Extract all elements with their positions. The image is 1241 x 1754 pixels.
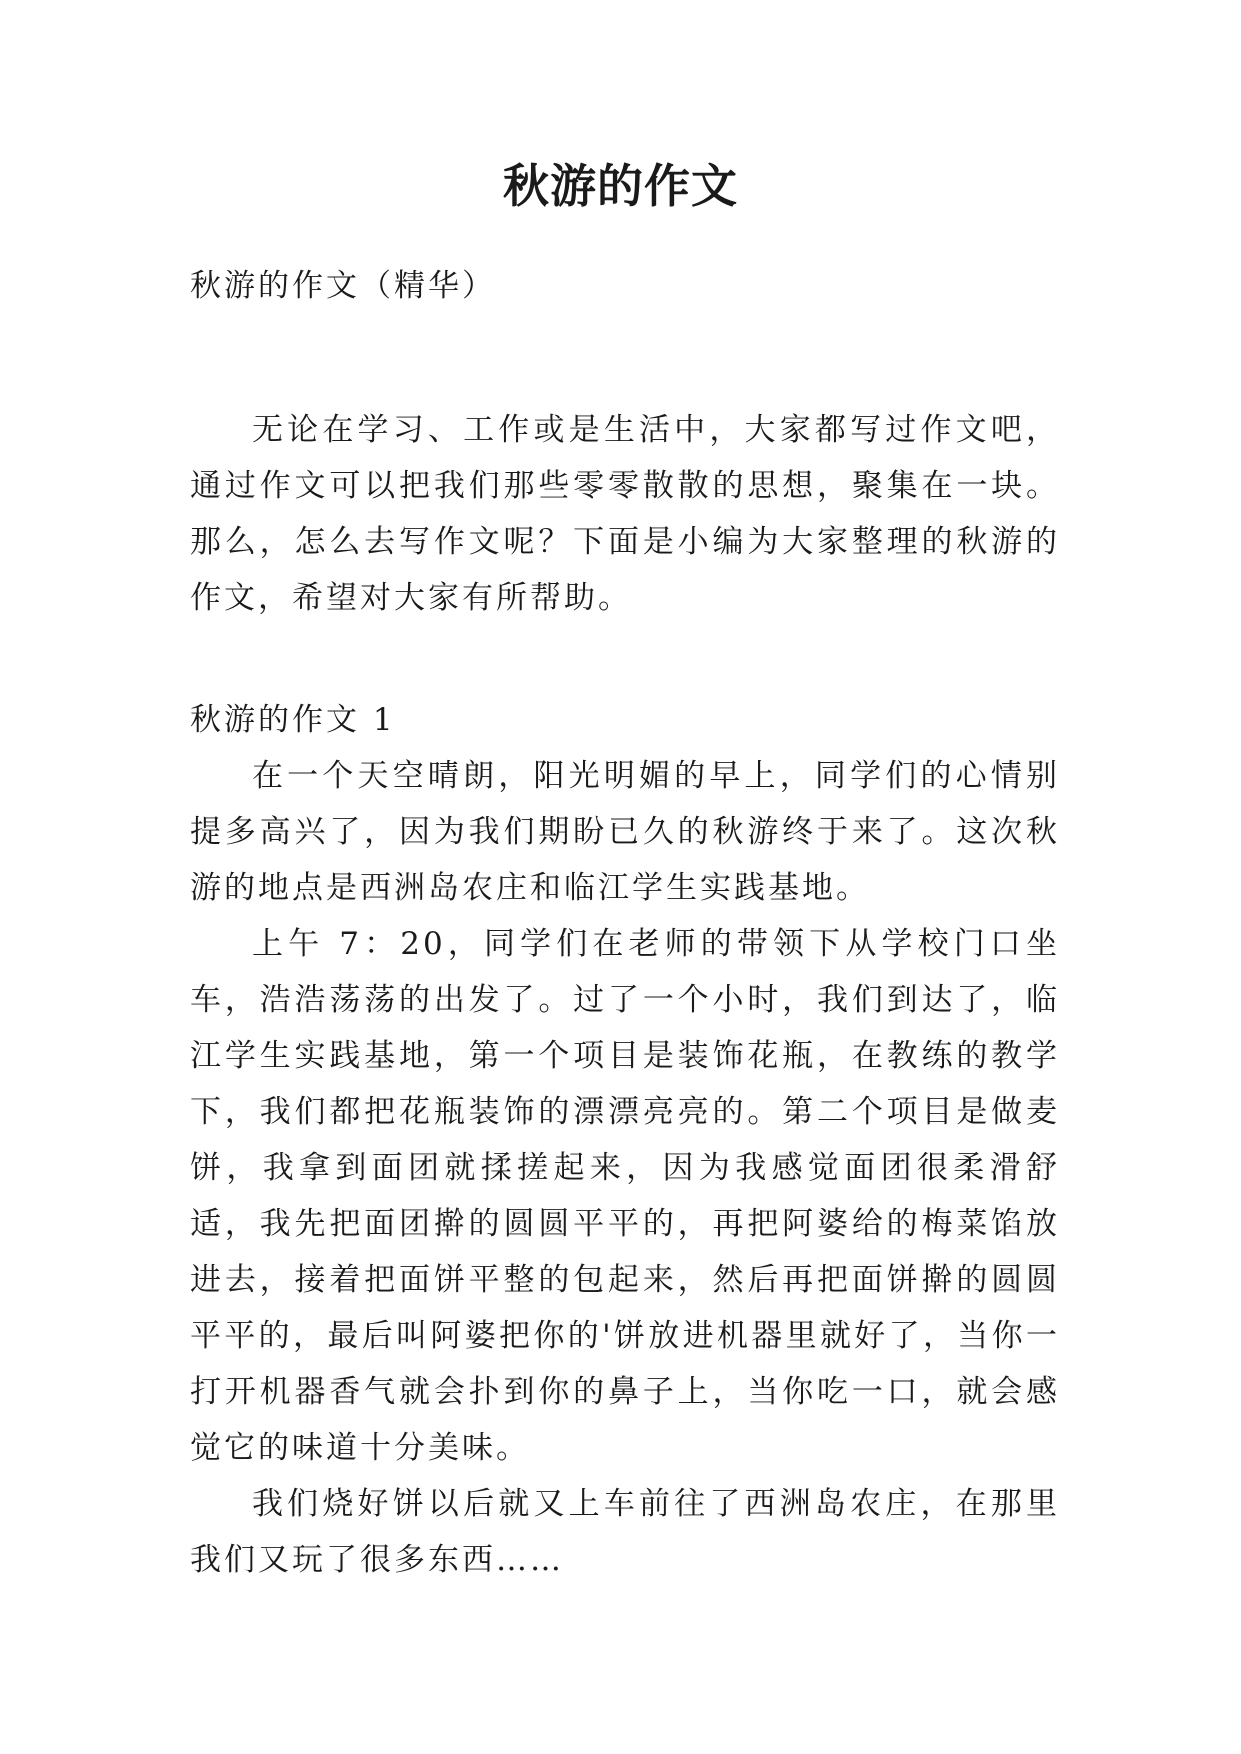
intro-section (190, 402, 1060, 626)
essay-body (190, 748, 1060, 1588)
document-title: 秋游的作文 (503, 159, 738, 213)
essay-heading-text: 秋游的作文 1 (190, 702, 396, 738)
subtitle-text: 秋游的作文（精华） (190, 268, 496, 304)
essay-paragraph: 上午 7：20，同学们在老师的带领下从学校门口坐车，浩浩荡荡的出发了。过了一个小时，我们到达了，临江学生实践基地，第一个项目是装饰花瓶，在教练的教学下，我们都把花瓶装饰的漂漂亮亮的。第二个项目是做麦饼，我拿到面团就揉搓起来，因为我感觉面团很柔滑舒适，我先把面团擀的圆圆平平的，再把阿婆给的梅菜馅放进去，接着把面饼平整的包起来，然后再把面饼擀的圆圆平平的，最后叫阿婆把你的'饼放进机器里就好了，当你一打开机器香气就会扑到你的鼻子上，当你吃一口，就会感觉它的味道十分美味。 (190, 926, 1060, 1466)
document-subtitle (190, 258, 1060, 314)
essay-paragraph: 我们烧好饼以后就又上车前往了西洲岛农庄，在那里我们又玩了很多东西…… (190, 1486, 1060, 1578)
essay-paragraph: 在一个天空晴朗，阳光明媚的早上，同学们的心情别提多高兴了，因为我们期盼已久的秋游终于来了。这次秋游的地点是西洲岛农庄和临江学生实践基地。 (190, 758, 1060, 906)
essay-heading (190, 692, 1060, 748)
intro-paragraph: 无论在学习、工作或是生活中，大家都写过作文吧，通过作文可以把我们那些零零散散的思想，聚集在一块。那么，怎么去写作文呢？下面是小编为大家整理的秋游的作文，希望对大家有所帮助。 (190, 412, 1060, 616)
